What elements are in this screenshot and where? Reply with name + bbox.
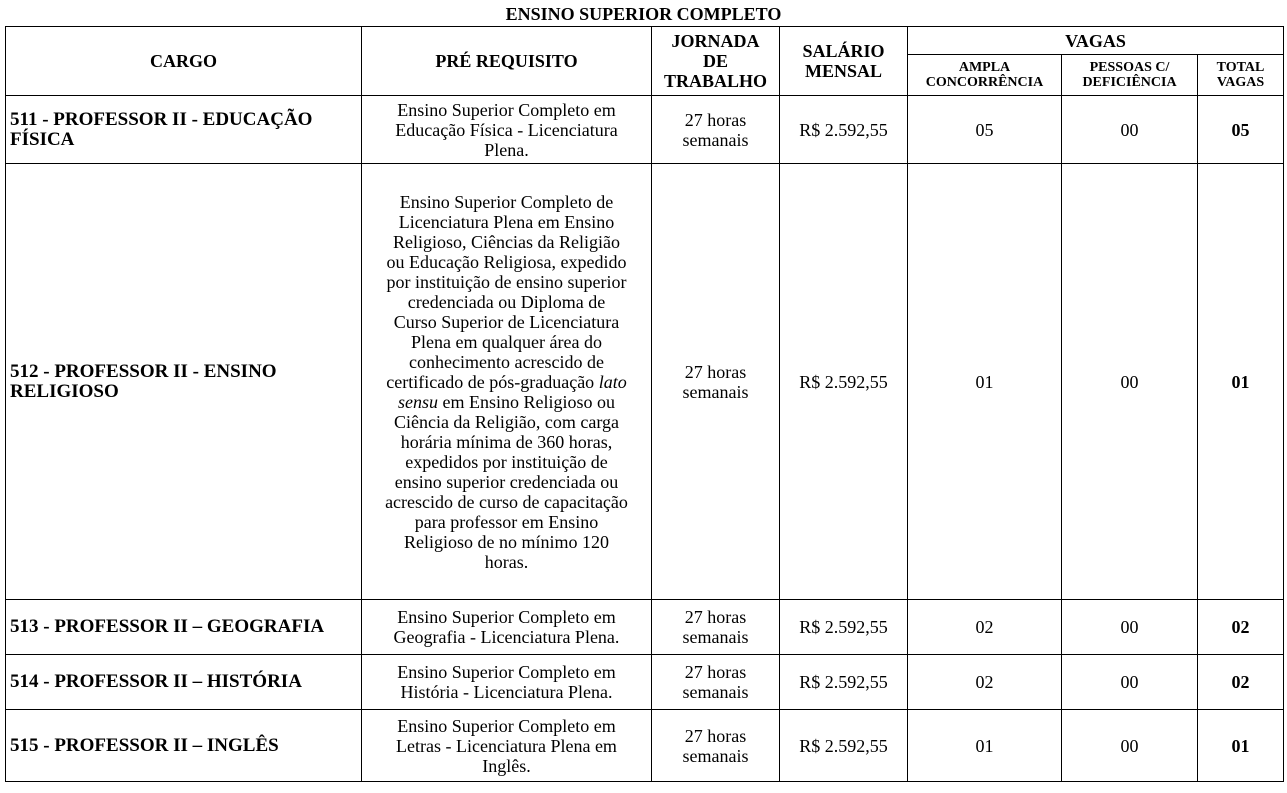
total-cell: 01 [1198,710,1284,782]
pcd-cell: 00 [1062,710,1198,782]
header-total: TOTAL VAGAS [1198,55,1284,96]
pcd-cell: 00 [1062,655,1198,710]
salario-cell: R$ 2.592,55 [780,710,908,782]
pcd-cell: 00 [1062,96,1198,164]
table-row [6,655,1284,710]
jornada-cell: 27 horas semanais [652,96,780,164]
jornada-cell: 27 horas semanais [652,600,780,655]
table-row [6,96,1284,164]
table-row [6,710,1284,782]
total-cell: 01 [1198,164,1284,600]
salario-cell: R$ 2.592,55 [780,96,908,164]
header-vagas: VAGAS [908,27,1284,55]
total-cell: 05 [1198,96,1284,164]
ampla-cell: 01 [908,710,1062,782]
requisito-cell: Ensino Superior Completo em Letras - Licenciatura Plena em Inglês. [362,710,652,782]
cargo-cell: 514 - PROFESSOR II – HISTÓRIA [6,655,362,710]
jornada-cell: 27 horas semanais [652,655,780,710]
table-title: ENSINO SUPERIOR COMPLETO [505,4,782,24]
ampla-cell: 02 [908,655,1062,710]
header-ampla: AMPLA CONCORRÊNCIA [908,55,1062,96]
vacancy-table [5,26,1284,782]
salario-cell: R$ 2.592,55 [780,655,908,710]
jornada-cell: 27 horas semanais [652,164,780,600]
requisito-cell: Ensino Superior Completo em Educação Física - Licenciatura Plena. [362,96,652,164]
total-cell: 02 [1198,655,1284,710]
header-salario: SALÁRIO MENSAL [780,27,908,96]
requisito-cell: Ensino Superior Completo de Licenciatura Plena em Ensino Religioso, Ciências da Religião ou Educação Religiosa, expedido por instituição de ensino superior credenciada ou Diploma de Curso Superior de Licenciatura Plena em qualquer área do conhecimento acrescido de certificado de pós-graduação lato sensu em Ensino Religioso ou Ciência da Religião, com carga horária mínima de 360 horas, expedidos por instituição de ensino superior credenciada ou acrescido de curso de capacitação para professor em Ensino Religioso de no mínimo 120 horas. [362,164,652,600]
header-pre-requisito: PRÉ REQUISITO [362,27,652,96]
requisito-cell: Ensino Superior Completo em História - Licenciatura Plena. [362,655,652,710]
cargo-cell: 511 - PROFESSOR II - EDUCAÇÃO FÍSICA [6,96,362,164]
cargo-cell: 512 - PROFESSOR II - ENSINO RELIGIOSO [6,164,362,600]
header-jornada: JORNADA DE TRABALHO [652,27,780,96]
header-pcd: PESSOAS C/ DEFICIÊNCIA [1062,55,1198,96]
cargo-cell: 513 - PROFESSOR II – GEOGRAFIA [6,600,362,655]
pcd-cell: 00 [1062,164,1198,600]
salario-cell: R$ 2.592,55 [780,164,908,600]
cargo-cell: 515 - PROFESSOR II – INGLÊS [6,710,362,782]
total-cell: 02 [1198,600,1284,655]
requisito-cell: Ensino Superior Completo em Geografia - Licenciatura Plena. [362,600,652,655]
pcd-cell: 00 [1062,600,1198,655]
ampla-cell: 02 [908,600,1062,655]
header-cargo: CARGO [6,27,362,96]
ampla-cell: 05 [908,96,1062,164]
jornada-cell: 27 horas semanais [652,710,780,782]
ampla-cell: 01 [908,164,1062,600]
table-row [6,600,1284,655]
salario-cell: R$ 2.592,55 [780,600,908,655]
header-row-top [6,27,1284,55]
table-row [6,164,1284,600]
